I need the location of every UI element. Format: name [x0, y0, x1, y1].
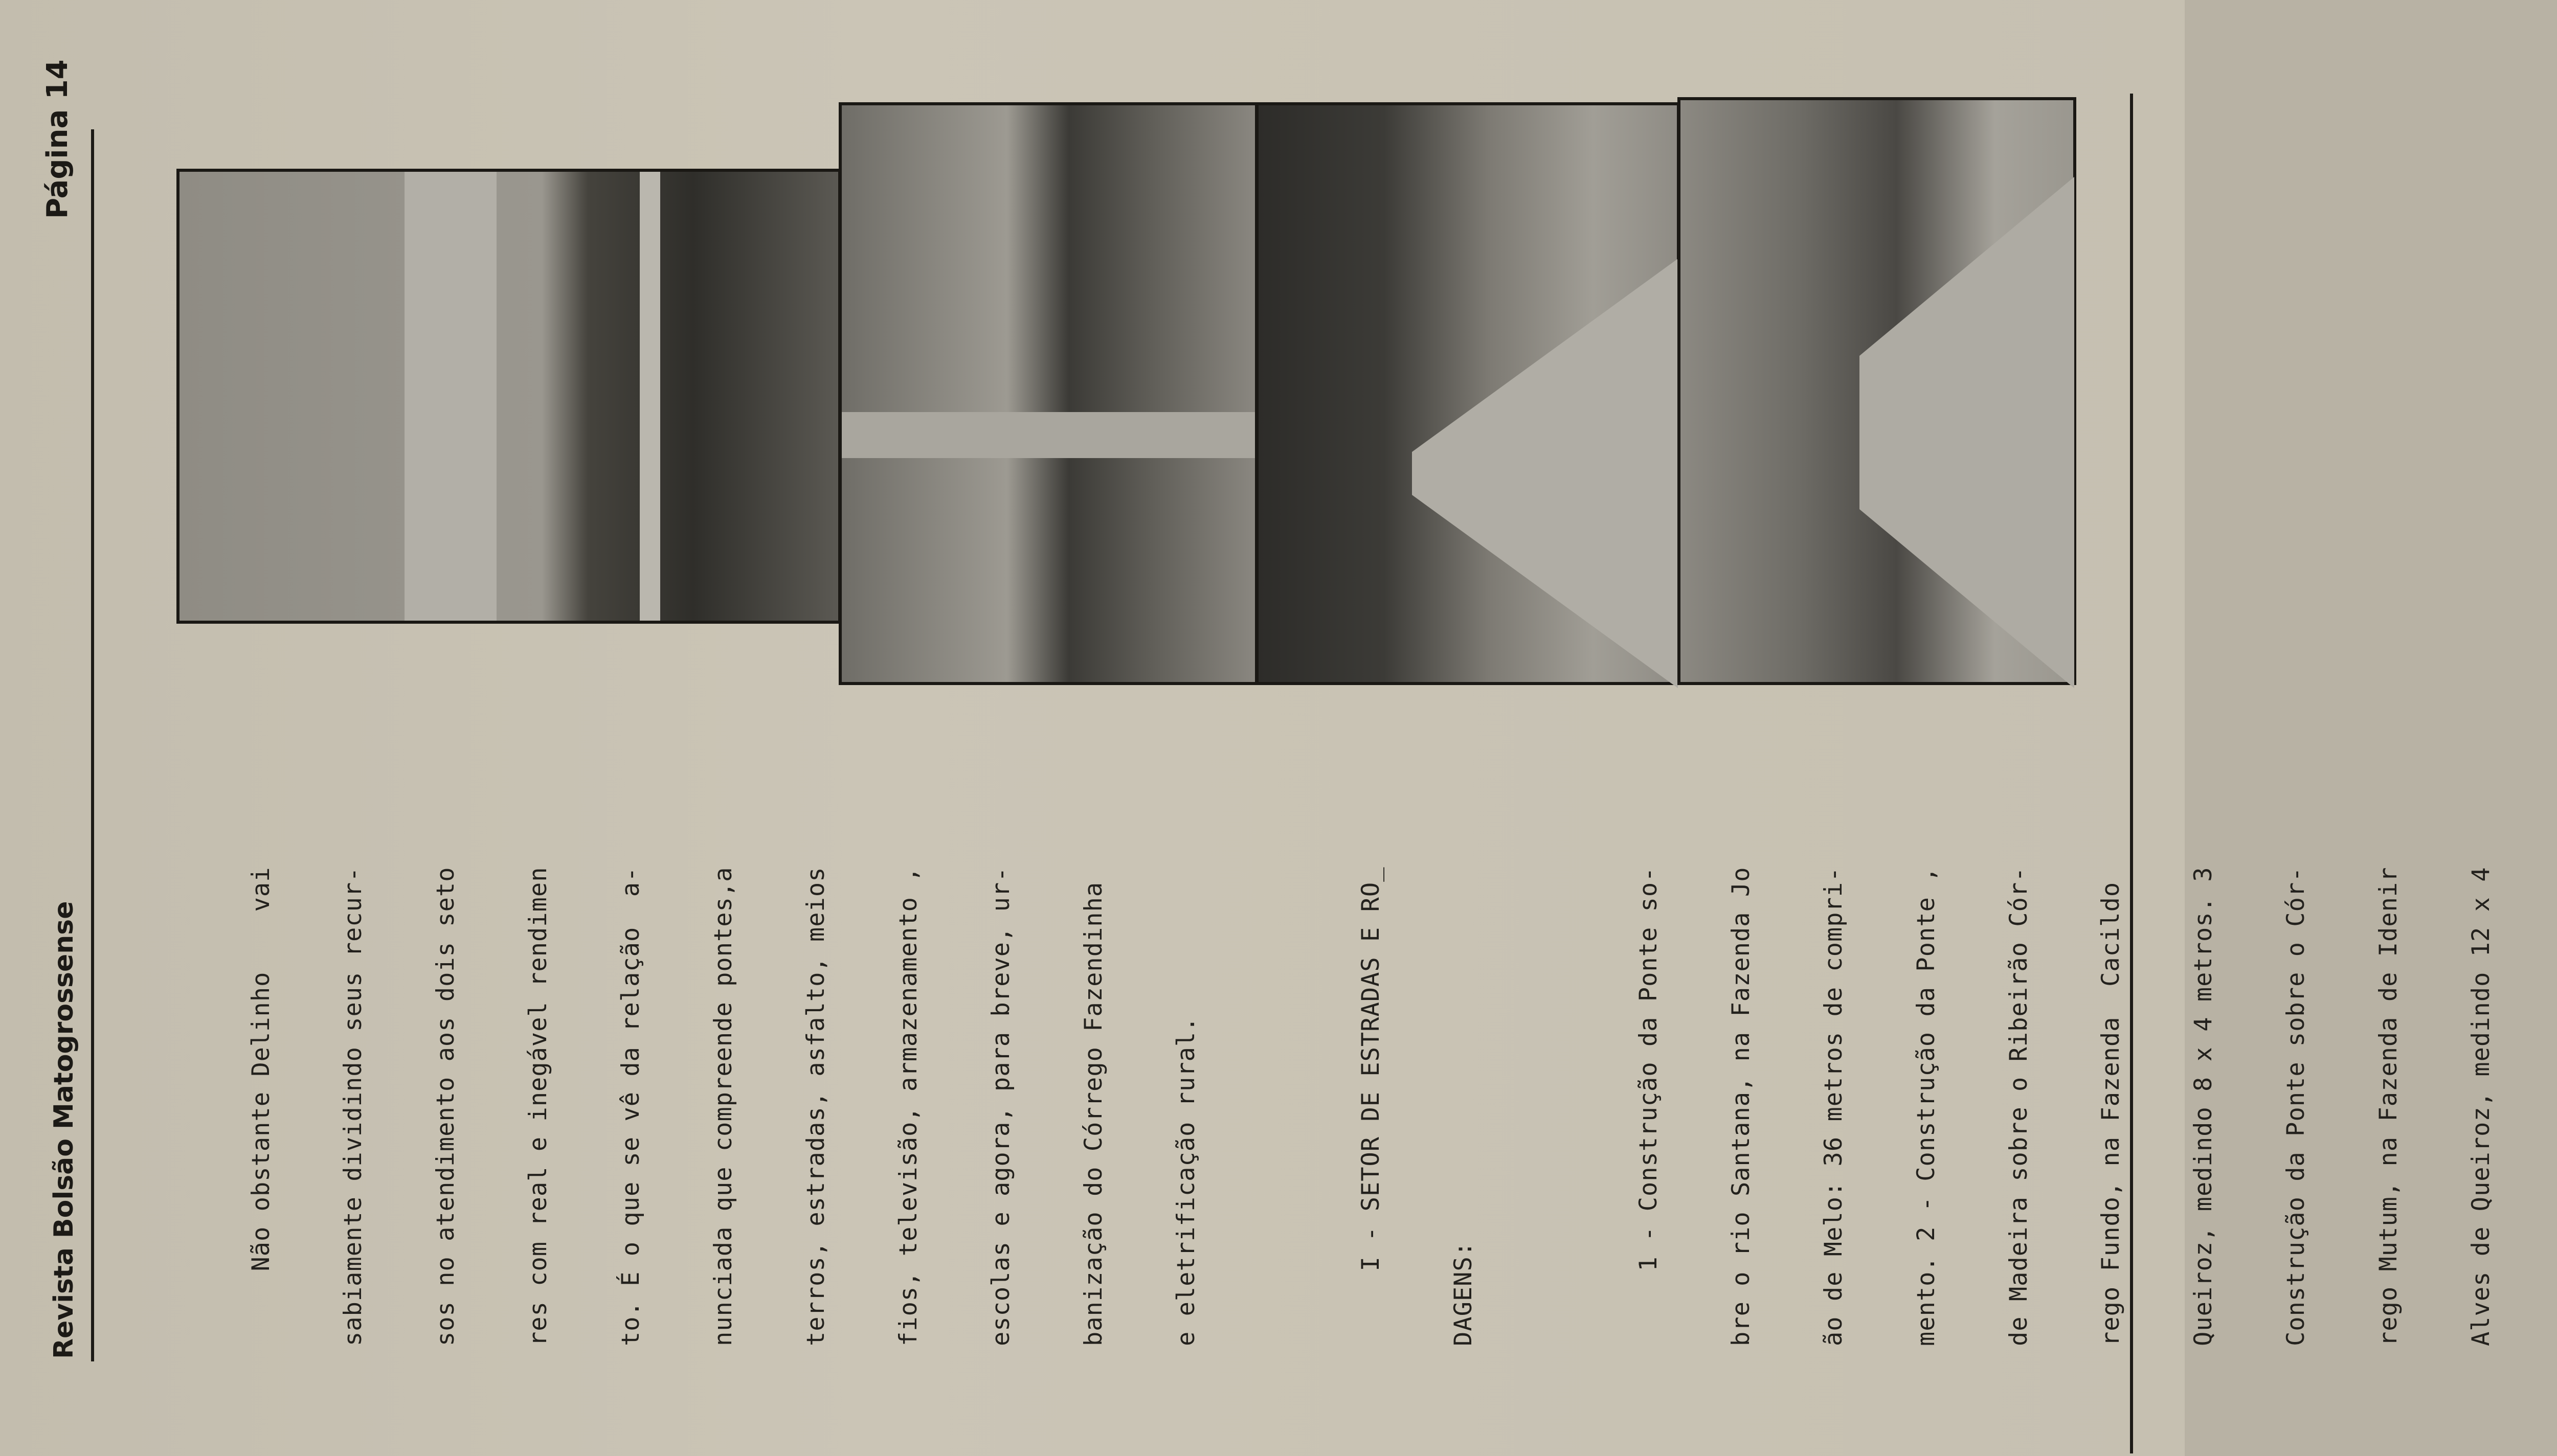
text-line: Não obstante Delinho vai — [246, 867, 275, 1346]
text-line: Queiroz, medindo 8 x 4 metros. 3 — [2189, 867, 2218, 1346]
text-line: sabiamente dividindo seus recur- — [339, 867, 368, 1346]
text-line: banização do Córrego Fazendinha — [1079, 881, 1108, 1346]
text-line: Alves de Queiroz, medindo 12 x 4 — [2466, 867, 2495, 1346]
text-line: ão de Melo: 36 metros de compri- — [1819, 867, 1848, 1346]
text-line: fios, televisão, armazenamento , — [894, 867, 923, 1346]
text-line: mento. 2 - Construção da Ponte , — [1912, 867, 1940, 1346]
section-heading-line: I - SETOR DE ESTRADAS E RO_ — [1357, 867, 1385, 1346]
text-line: res com real e inegável rendimen — [524, 867, 553, 1346]
text-line: to. É o que se vê da relação a- — [617, 867, 645, 1346]
article-column — [184, 712, 2557, 1346]
text-line: escolas e agora, para breve, ur- — [986, 867, 1015, 1346]
text-line: sos no atendimento aos dois seto — [432, 867, 460, 1346]
text-line: 1 - Construção da Ponte so- — [1634, 867, 1663, 1346]
text-line: bre o rio Santana, na Fazenda Jo — [1726, 867, 1755, 1346]
publication-title: Revista Bolsão Matogrossense — [49, 901, 79, 1359]
page-edge-rule — [2130, 94, 2133, 1453]
section-heading-line: DAGENS: — [1449, 1241, 1478, 1346]
text-line: Construção da Ponte sobre o Cór- — [2282, 867, 2311, 1346]
text-line: de Madeira sobre o Ribeirão Cór- — [2004, 867, 2033, 1346]
header-divider — [91, 129, 94, 1361]
text-line: nunciada que compreende pontes,a — [709, 867, 738, 1346]
text-line: e eletrificação rural. — [1172, 1016, 1200, 1346]
text-line: terros, estradas, asfalto, meios — [801, 867, 830, 1346]
text-line: rego Fundo, na Fazenda Cacildo — [2097, 881, 2125, 1346]
text-line: rego Mutum, na Fazenda de Idenir — [2374, 867, 2403, 1346]
page-number: Página 14 — [41, 59, 74, 219]
